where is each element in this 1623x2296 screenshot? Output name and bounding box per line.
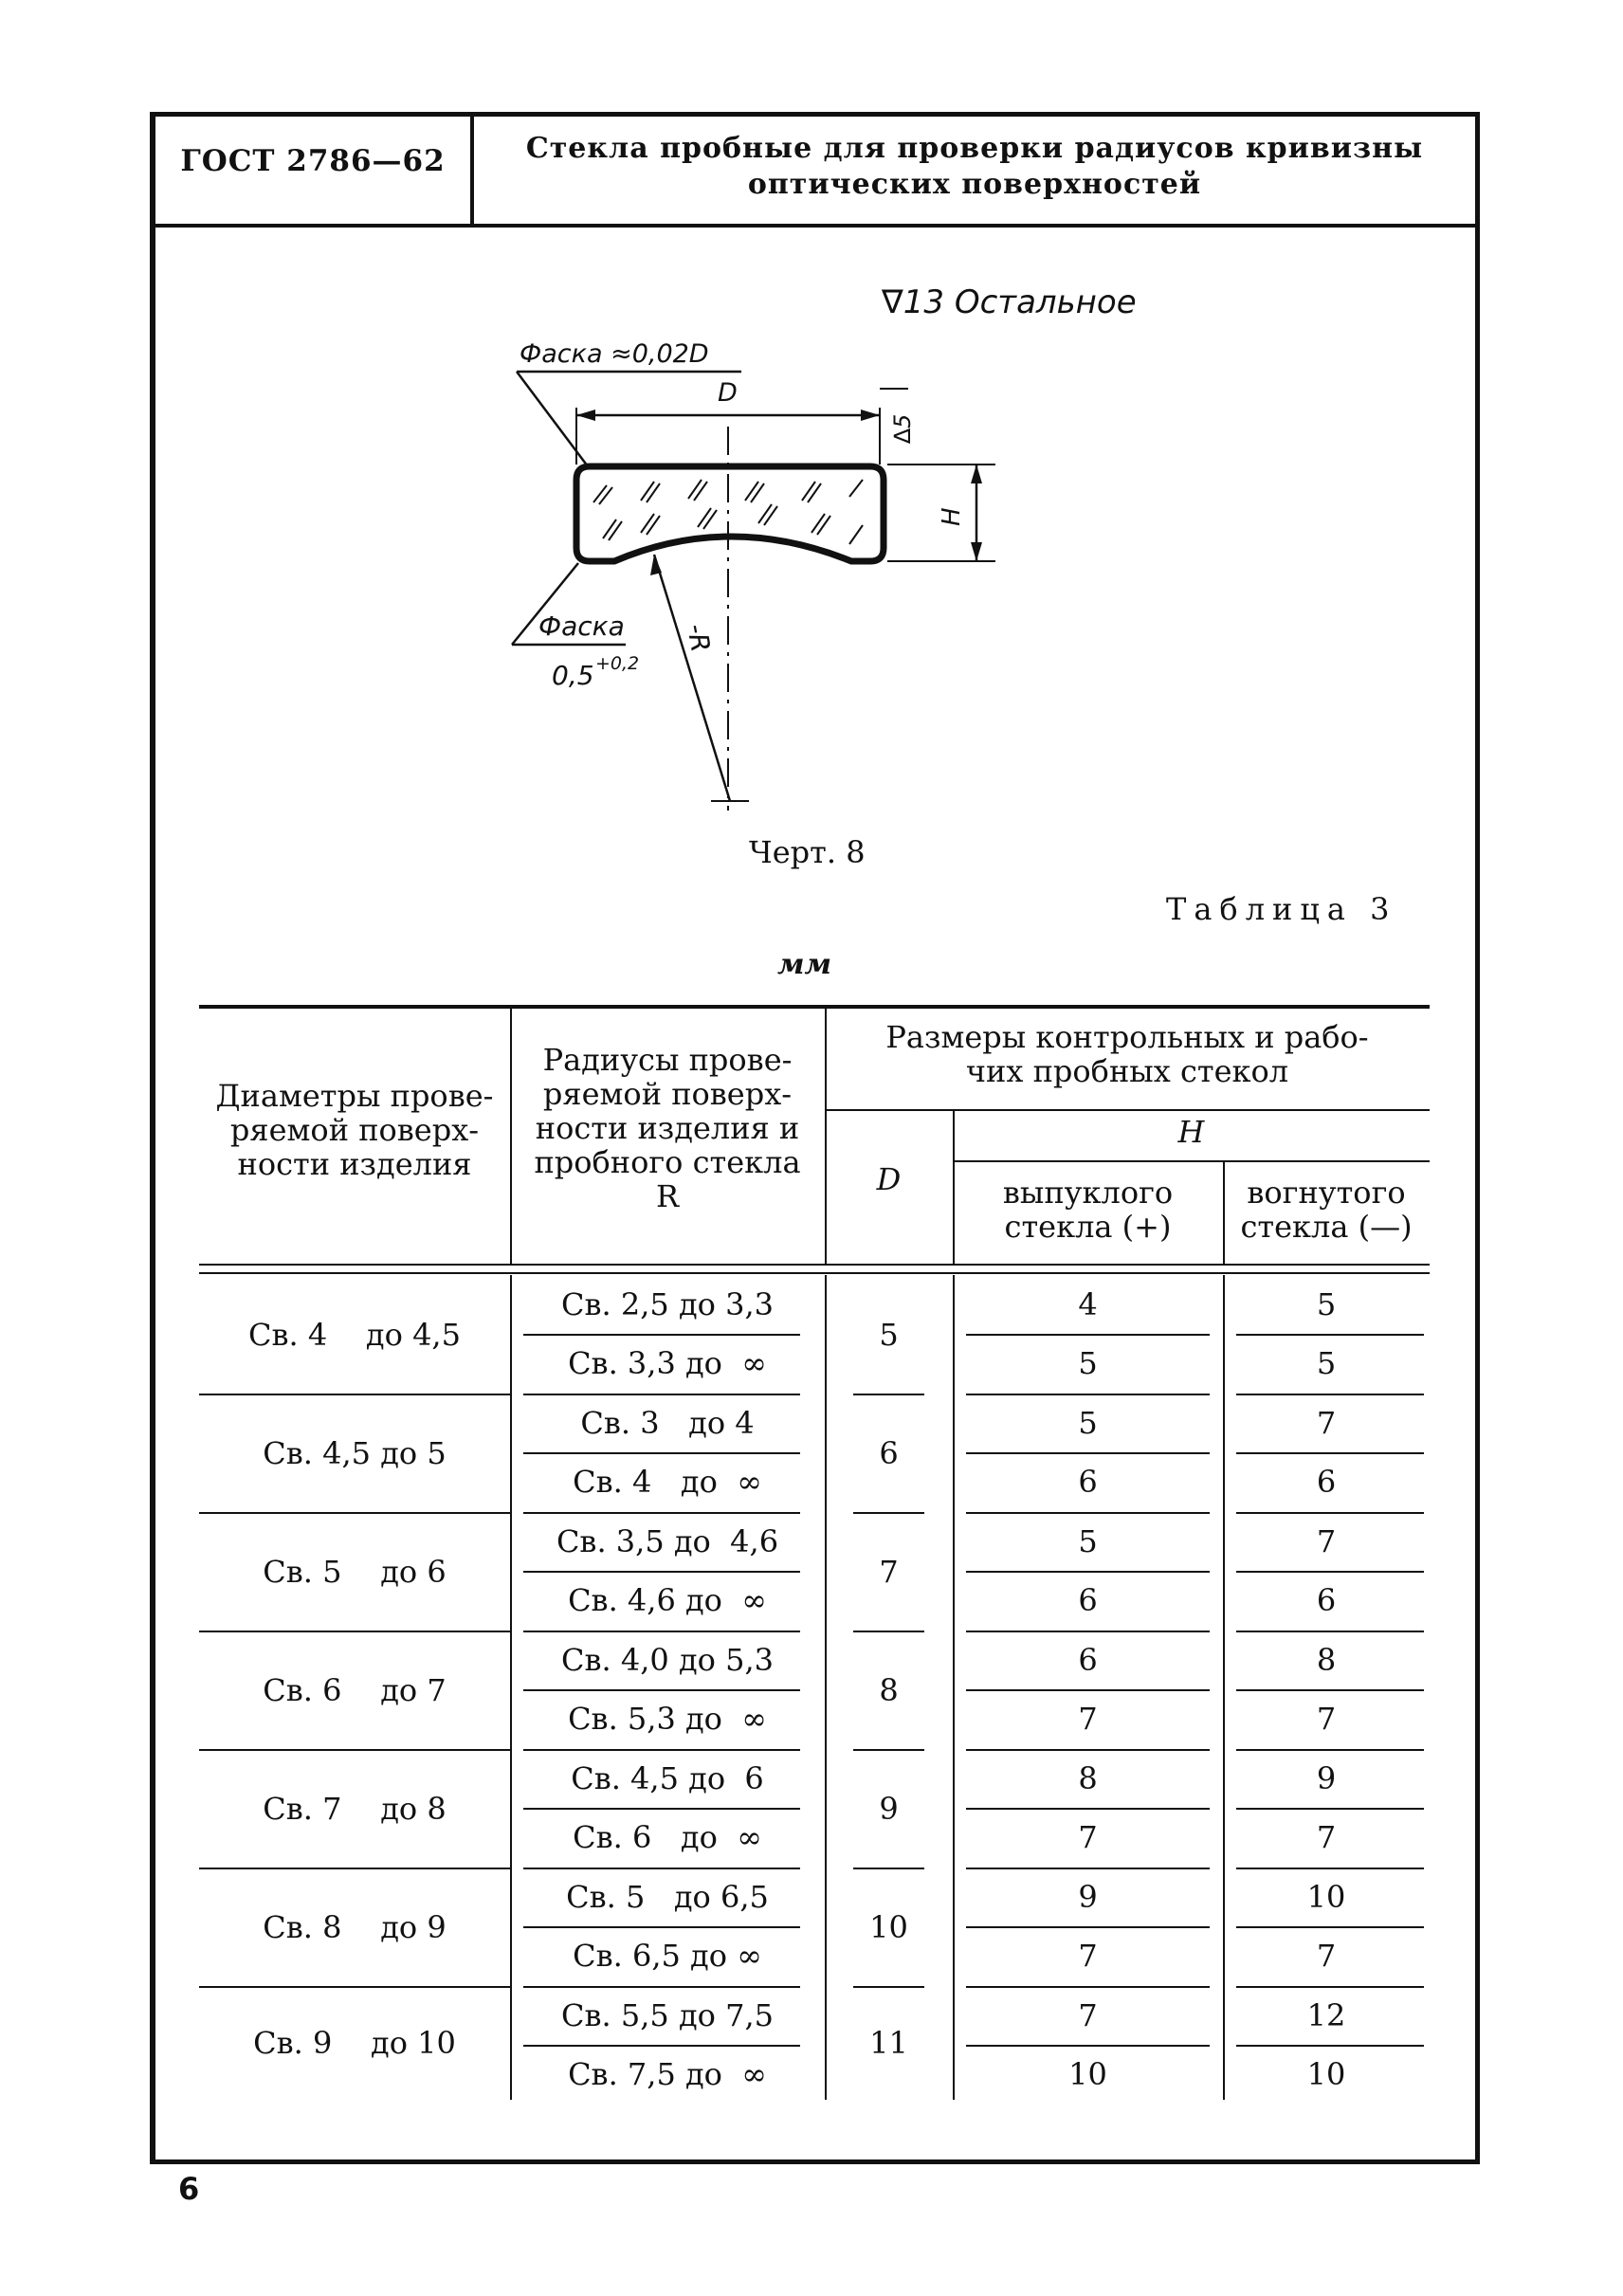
header-radius-line-4: пробного стекла: [534, 1144, 801, 1180]
row-divider-diameter: [199, 1631, 510, 1632]
row-convex: 6: [1078, 1582, 1098, 1618]
glass-drawing: [0, 0, 1623, 853]
surface-finish-label: ∇13 Остальное: [882, 283, 1137, 321]
glass-outline: [576, 466, 884, 561]
header-convex-line-2: стекла (+): [1004, 1209, 1172, 1245]
row-diameter: Св. 4,5 до 5: [263, 1434, 447, 1471]
row-d: 6: [879, 1434, 899, 1471]
row-d: 7: [879, 1553, 899, 1590]
sub-divider-convex: [966, 1571, 1210, 1573]
row-d: 9: [879, 1790, 899, 1827]
header-bottom-rule-2: [199, 1272, 1430, 1274]
sub-divider-concave: [1236, 1926, 1424, 1928]
chamfer-bottom-value: 0,5: [552, 660, 594, 691]
dim-h-arrow-top: [971, 465, 982, 483]
row-concave: 8: [1316, 1642, 1337, 1678]
row-concave: 6: [1316, 1464, 1337, 1500]
table-top-rule: [199, 1005, 1430, 1009]
row-concave: 7: [1316, 1405, 1337, 1441]
standard-number: ГОСТ 2786—62: [180, 144, 446, 178]
sub-divider-concave: [1236, 1452, 1424, 1454]
row-divider-radius: [523, 1631, 800, 1632]
row-radius: Св. 6,5 до ∞: [573, 1938, 762, 1974]
sub-divider-radius: [523, 1452, 800, 1454]
row-divider-radius: [523, 1986, 800, 1988]
row-convex: 4: [1078, 1286, 1098, 1322]
row-divider-d: [853, 1512, 924, 1514]
sub-divider-convex: [966, 2045, 1210, 2047]
row-concave: 12: [1306, 1997, 1346, 2033]
row-divider-concave: [1236, 1868, 1424, 1869]
row-diameter: Св. 5 до 6: [263, 1553, 447, 1590]
row-divider-convex: [966, 1749, 1210, 1751]
body-vline-4: [1223, 1275, 1225, 2100]
row-convex: 5: [1078, 1405, 1098, 1441]
table-label: Таблица 3: [1166, 891, 1397, 927]
header-h: H: [1177, 1114, 1205, 1150]
radius-label: -R: [681, 621, 717, 655]
row-concave: 7: [1316, 1819, 1337, 1855]
header-bottom-rule-1: [199, 1264, 1430, 1266]
row-radius: Св. 4,0 до 5,3: [561, 1642, 774, 1678]
header-diameter-line-3: ности изделия: [237, 1146, 472, 1182]
header-concave-line-1: вогнутого: [1247, 1175, 1406, 1211]
sub-divider-concave: [1236, 2045, 1424, 2047]
row-concave: 9: [1316, 1760, 1337, 1796]
row-divider-d: [853, 1631, 924, 1632]
header-concave-line-2: стекла (—): [1240, 1209, 1413, 1245]
row-divider-diameter: [199, 1394, 510, 1395]
row-convex: 5: [1078, 1345, 1098, 1381]
row-divider-radius: [523, 1512, 800, 1514]
header-rule-sizes: [825, 1109, 1430, 1111]
row-divider-convex: [966, 1986, 1210, 1988]
row-concave: 10: [1306, 2056, 1346, 2092]
row-concave: 10: [1306, 1879, 1346, 1915]
dim-d-arrow-right: [861, 410, 880, 421]
header-rule-h: [953, 1160, 1430, 1162]
row-divider-concave: [1236, 1512, 1424, 1514]
body-vline-1: [510, 1275, 512, 2100]
row-convex: 10: [1068, 2056, 1107, 2092]
row-d: 5: [879, 1316, 899, 1353]
row-radius: Св. 5,3 до ∞: [568, 1701, 767, 1737]
dim-d-arrow-left: [576, 410, 595, 421]
dim-h-arrow-bottom: [971, 542, 982, 561]
row-radius: Св. 5 до 6,5: [566, 1879, 769, 1915]
row-concave: 7: [1316, 1523, 1337, 1559]
row-divider-convex: [966, 1512, 1210, 1514]
sub-divider-convex: [966, 1808, 1210, 1810]
sub-divider-convex: [966, 1926, 1210, 1928]
row-divider-d: [853, 1749, 924, 1751]
chamfer-top-label: Фаска ≈0,02D: [520, 339, 709, 369]
row-divider-convex: [966, 1394, 1210, 1395]
dim-h-label: H: [938, 507, 966, 526]
sub-divider-radius: [523, 2045, 800, 2047]
row-divider-diameter: [199, 1868, 510, 1869]
row-divider-concave: [1236, 1394, 1424, 1395]
sub-divider-convex: [966, 1334, 1210, 1336]
row-concave: 7: [1316, 1701, 1337, 1737]
row-convex: 6: [1078, 1464, 1098, 1500]
sub-divider-concave: [1236, 1571, 1424, 1573]
title-line-1: Стекла пробные для проверки радиусов кривизны: [525, 132, 1424, 165]
units-label: мм: [777, 948, 832, 981]
sub-divider-convex: [966, 1689, 1210, 1691]
body-vline-3: [953, 1275, 955, 2100]
row-divider-d: [853, 1868, 924, 1869]
row-divider-diameter: [199, 1749, 510, 1751]
page-number: 6: [178, 2171, 200, 2207]
row-convex: 6: [1078, 1642, 1098, 1678]
header-radius-line-3: ности изделия и: [535, 1110, 800, 1146]
row-radius: Св. 5,5 до 7,5: [561, 1997, 774, 2033]
row-d: 11: [869, 2025, 908, 2061]
row-radius: Св. 3 до 4: [580, 1405, 755, 1441]
chamfer-bottom-label: Фаска: [538, 610, 625, 642]
row-radius: Св. 7,5 до ∞: [568, 2056, 767, 2092]
row-divider-convex: [966, 1868, 1210, 1869]
row-divider-d: [853, 1986, 924, 1988]
row-divider-diameter: [199, 1512, 510, 1514]
row-divider-concave: [1236, 1631, 1424, 1632]
row-concave: 7: [1316, 1938, 1337, 1974]
sub-divider-radius: [523, 1926, 800, 1928]
row-divider-d: [853, 1394, 924, 1395]
finish-mark-label: ∆5: [889, 413, 916, 444]
row-radius: Св. 3,3 до ∞: [568, 1345, 767, 1381]
row-radius: Св. 4,6 до ∞: [568, 1582, 767, 1618]
row-convex: 7: [1078, 1701, 1098, 1737]
sub-divider-radius: [523, 1808, 800, 1810]
header-radius-line-1: Радиусы прове-: [542, 1042, 793, 1078]
row-divider-radius: [523, 1749, 800, 1751]
row-d: 10: [869, 1908, 908, 1945]
row-convex: 7: [1078, 1938, 1098, 1974]
sub-divider-concave: [1236, 1334, 1424, 1336]
chamfer-bottom-tolerance: +0,2: [595, 653, 640, 674]
row-divider-concave: [1236, 1749, 1424, 1751]
row-radius: Св. 6 до ∞: [573, 1819, 762, 1855]
row-convex: 9: [1078, 1879, 1098, 1915]
row-divider-radius: [523, 1394, 800, 1395]
header-sizes-line-1: Размеры контрольных и рабо-: [885, 1019, 1369, 1055]
row-convex: 5: [1078, 1523, 1098, 1559]
header-sizes-line-2: чих пробных стекол: [965, 1053, 1289, 1089]
row-diameter: Св. 4 до 4,5: [248, 1316, 461, 1353]
row-d: 8: [879, 1671, 899, 1708]
header-diameter-line-2: ряемой поверх-: [229, 1112, 480, 1148]
title-line-2: оптических поверхностей: [747, 168, 1202, 201]
row-diameter: Св. 6 до 7: [263, 1671, 447, 1708]
body-vline-2: [825, 1275, 827, 2100]
row-convex: 7: [1078, 1819, 1098, 1855]
row-radius: Св. 2,5 до 3,3: [561, 1286, 774, 1322]
header-d: D: [876, 1161, 902, 1197]
sub-divider-radius: [523, 1571, 800, 1573]
sub-divider-radius: [523, 1689, 800, 1691]
sub-divider-radius: [523, 1334, 800, 1336]
row-divider-radius: [523, 1868, 800, 1869]
row-concave: 6: [1316, 1582, 1337, 1618]
dim-d-label: D: [718, 378, 738, 408]
row-radius: Св. 3,5 до 4,6: [556, 1523, 779, 1559]
row-diameter: Св. 7 до 8: [263, 1790, 447, 1827]
radius-line: [654, 555, 730, 801]
sub-divider-concave: [1236, 1689, 1424, 1691]
row-radius: Св. 4 до ∞: [573, 1464, 762, 1500]
header-radius-line-5: R: [655, 1178, 680, 1214]
row-convex: 8: [1078, 1760, 1098, 1796]
frame-bottom-border: [150, 2159, 1480, 2164]
row-diameter: Св. 9 до 10: [253, 2025, 456, 2061]
row-divider-diameter: [199, 1986, 510, 1988]
sub-divider-convex: [966, 1452, 1210, 1454]
row-concave: 5: [1316, 1345, 1337, 1381]
row-concave: 5: [1316, 1286, 1337, 1322]
row-radius: Св. 4,5 до 6: [571, 1760, 764, 1796]
drawing-caption: Черт. 8: [749, 834, 866, 870]
row-divider-convex: [966, 1631, 1210, 1632]
row-diameter: Св. 8 до 9: [263, 1908, 447, 1945]
header-diameter-line-1: Диаметры прове-: [215, 1078, 494, 1114]
sub-divider-concave: [1236, 1808, 1424, 1810]
row-divider-concave: [1236, 1986, 1424, 1988]
header-convex-line-1: выпуклого: [1002, 1175, 1174, 1211]
row-convex: 7: [1078, 1997, 1098, 2033]
header-radius-line-2: ряемой поверх-: [542, 1076, 793, 1112]
